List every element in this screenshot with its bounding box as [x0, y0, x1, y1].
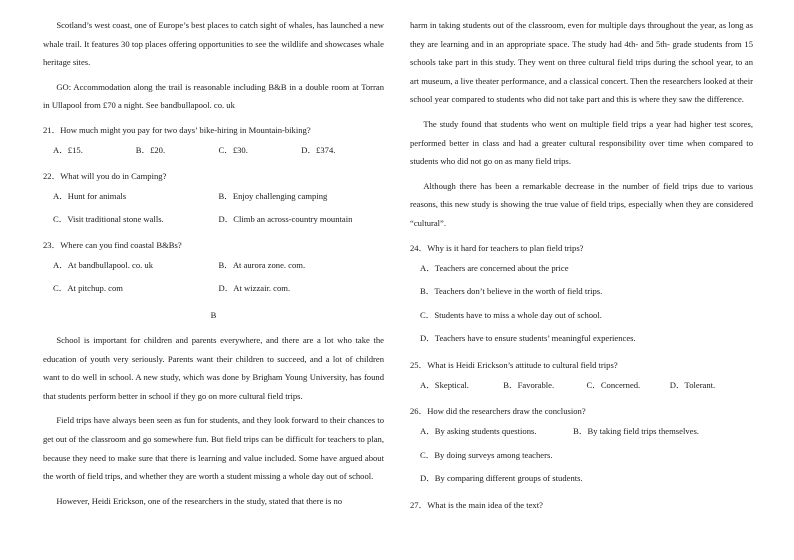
question-27 [410, 496, 753, 514]
question-23-text: 23．Where can you find coastal B&Bs? [43, 239, 182, 250]
right-column [410, 16, 753, 514]
question-27-text: 27．What is the main idea of the text? [410, 499, 543, 510]
question-21-text: 21．How much might you pay for two days’ bike-hiring in Mountain-biking? [43, 124, 311, 135]
question-26 [410, 402, 753, 491]
option-22-d: D．Climb an across-country mountain [218, 213, 353, 224]
option-25-b: B．Favorable. [503, 379, 555, 390]
question-26-options [410, 420, 753, 491]
option-25-d: D．Tolerant. [669, 379, 716, 390]
option-26-d: D．By comparing different groups of students. [420, 473, 583, 484]
passage-b-paragraph-4: The study found that students who went on multiple field trips a year had higher test scores, performed better in class and had a greater cultural responsibility over time when compared to students who did not go on as many field trips. [410, 118, 753, 167]
question-25 [410, 356, 753, 398]
passage-b-paragraph-3: However, Heidi Erickson, one of the researchers in the study, stated that there is no [56, 495, 343, 506]
option-22-c: C．Visit traditional stone walls. [53, 213, 164, 224]
option-22-b: B．Enjoy challenging camping [218, 190, 328, 201]
intro-paragraph-2: GO: Accommodation along the trail is reasonable including B&B in a double room at Torran in Ullapool from £70 a night. See bandbullapool. co. uk [43, 81, 384, 111]
passage-b-paragraph-2: Field trips have always been seen as fun for students, and they look forward to their chances to get out of the classroom and go somewhere fun. But field trips can be difficult for teachers to plan, because they need to make sure that there is learning and value included. Some have argued about the worth of field trips, and whether they are worth a student missing a whole day out of school. [43, 415, 384, 482]
option-26-c: C．By doing surveys among teachers. [420, 449, 553, 460]
option-23-b: B．At aurora zone. com. [218, 259, 306, 270]
option-23-c: C．At pitchup. com [53, 282, 123, 293]
question-25-text: 25．What is Heidi Erickson’s attitude to cultural field trips? [410, 359, 618, 370]
section-heading-b: B [210, 309, 217, 320]
option-25-a: A．Skeptical. [420, 379, 469, 390]
option-25-c: C．Concerned. [586, 379, 641, 390]
option-22-a: A．Hunt for animals [53, 190, 127, 201]
option-24-a: A．Teachers are concerned about the price [420, 262, 569, 273]
question-23 [43, 236, 384, 300]
question-24-options [410, 257, 753, 351]
question-24 [410, 239, 753, 351]
option-21-c: C．£30. [218, 144, 248, 155]
passage-b-continued: harm in taking students out of the classroom, even for multiple days throughout the year, as long as they are learning and in an appropriate space. The study had 4th- and 5th- grade students from 15 schools take part in this study. They went on three cultural field trips during the school year, to an art museum, a live theater performance, and a classical concert. Then the researchers looked at their school year compared to students who did not take part and this is where they saw the difference. [410, 20, 753, 105]
option-24-b: B．Teachers don’t believe in the worth of field trips. [420, 286, 603, 297]
question-21 [43, 121, 384, 162]
passage-b-paragraph-1: School is important for children and parents everywhere, and there are a lot who take the education of youth very seriously. Parents want their children to succeed, and a lot of children want to do well in school. A new study, which was done by Brigham Young University, has found that students perform better in school if they go on more cultural field trips. [43, 334, 384, 401]
option-24-c: C．Students have to miss a whole day out of school. [420, 309, 602, 320]
question-21-options [43, 139, 384, 162]
question-24-text: 24．Why is it hard for teachers to plan field trips? [410, 242, 584, 253]
option-23-d: D．At wizzair. com. [218, 282, 291, 293]
option-24-d: D．Teachers have to ensure students’ meaningful experiences. [420, 333, 636, 344]
question-22-options [43, 185, 384, 231]
question-23-options [43, 254, 384, 300]
option-26-a: A．By asking students questions. [420, 426, 537, 437]
passage-b-paragraph-5: Although there has been a remarkable decrease in the number of field trips due to various reasons, this new study is showing the true value of field trips, especially when they are considered “cultural”. [410, 180, 753, 228]
question-22-text: 22．What will you do in Camping? [43, 170, 167, 181]
option-21-a: A．£15. [53, 144, 83, 155]
option-26-b: B．By taking field trips themselves. [573, 426, 699, 437]
option-23-a: A．At bandbullapool. co. uk [53, 259, 154, 270]
question-22 [43, 167, 384, 231]
option-21-d: D．£374. [301, 144, 336, 155]
intro-paragraph-1: Scotland’s west coast, one of Europe’s best places to catch sight of whales, has launched a new whale trail. It features 30 top places offering opportunities to see the wildlife and showcases whale heritage sites. [43, 20, 384, 68]
question-26-text: 26．How did the researchers draw the conclusion? [410, 406, 586, 417]
option-21-b: B．£20. [135, 144, 166, 155]
left-column [43, 16, 384, 516]
question-25-options [410, 374, 753, 398]
